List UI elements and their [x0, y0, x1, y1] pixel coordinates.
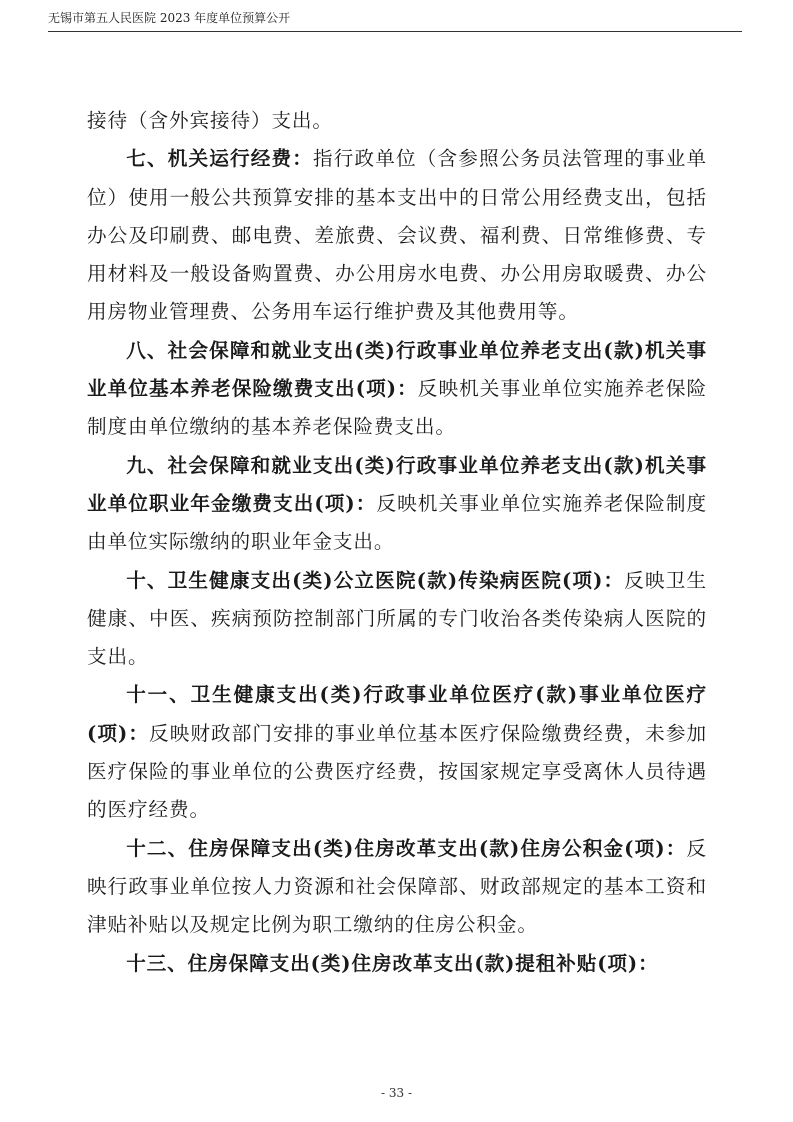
paragraph-heading: 十二、住房保障支出(类)住房改革支出(款)住房公积金(项)：: [126, 836, 687, 860]
page-number: - 33 -: [380, 1086, 412, 1100]
paragraph-continuation: [87, 102, 707, 140]
paragraph-text: 接待（含外宾接待）支出。: [87, 109, 333, 132]
paragraph-text: 反映财政部门安排的事业单位基本医疗保险缴费经费，未参加医疗保险的事业单位的公费医疗经费，按国家规定享受离休人员待遇的医疗经费。: [87, 721, 707, 822]
paragraph-heading: 十一、卫生健康支出(类)行政事业单位医疗(款)事业单位医疗(项)：: [87, 683, 707, 745]
paragraph-item-11: [87, 676, 707, 829]
page-header: 无锡市第五人民医院 2023 年度单位预算公开: [48, 11, 291, 25]
paragraph-heading: 八、社会保障和就业支出(类)行政事业单位养老支出(款)机关事业单位基本养老保险缴费支出(项)：: [87, 338, 707, 401]
paragraph-heading: 七、机关运行经费：: [126, 147, 313, 171]
paragraph-item-10: [87, 562, 707, 677]
paragraph-item-8: [87, 332, 707, 447]
paragraph-text: 反映行政事业单位按人力资源和社会保障部、财政部规定的基本工资和津贴补贴以及规定比例为职工缴纳的住房公积金。: [87, 836, 707, 937]
document-body: [87, 102, 707, 983]
paragraph-item-12: [87, 830, 707, 945]
paragraph-heading: 九、社会保障和就业支出(类)行政事业单位养老支出(款)机关事业单位职业年金缴费支出(项)：: [87, 453, 707, 515]
paragraph-item-7: [87, 140, 707, 331]
paragraph-item-13: [87, 945, 707, 983]
paragraph-heading: 十、卫生健康支出(类)公立医院(款)传染病医院(项)：: [126, 568, 625, 592]
paragraph-heading: 十三、住房保障支出(类)住房改革支出(款)提租补贴(项)：: [126, 951, 659, 975]
paragraph-text: 反映机关事业单位实施养老保险制度由单位实际缴纳的职业年金支出。: [87, 491, 708, 554]
paragraph-text: 反映卫生健康、中医、疾病预防控制部门所属的专门收治各类传染病人医院的支出。: [87, 568, 707, 669]
paragraph-item-9: [87, 447, 707, 562]
paragraph-text: 指行政单位（含参照公务员法管理的事业单位）使用一般公共预算安排的基本支出中的日常公用经费支出，包括办公及印刷费、邮电费、差旅费、会议费、福利费、日常维修费、专用材料及一般设备购置费、办公用房水电费、办公用房取暖费、办公用房物业管理费、公务用车运行维护费及其他费用等。: [87, 147, 707, 324]
paragraph-text: 反映机关事业单位实施养老保险制度由单位缴纳的基本养老保险费支出。: [87, 377, 708, 439]
header-divider: [48, 31, 742, 32]
